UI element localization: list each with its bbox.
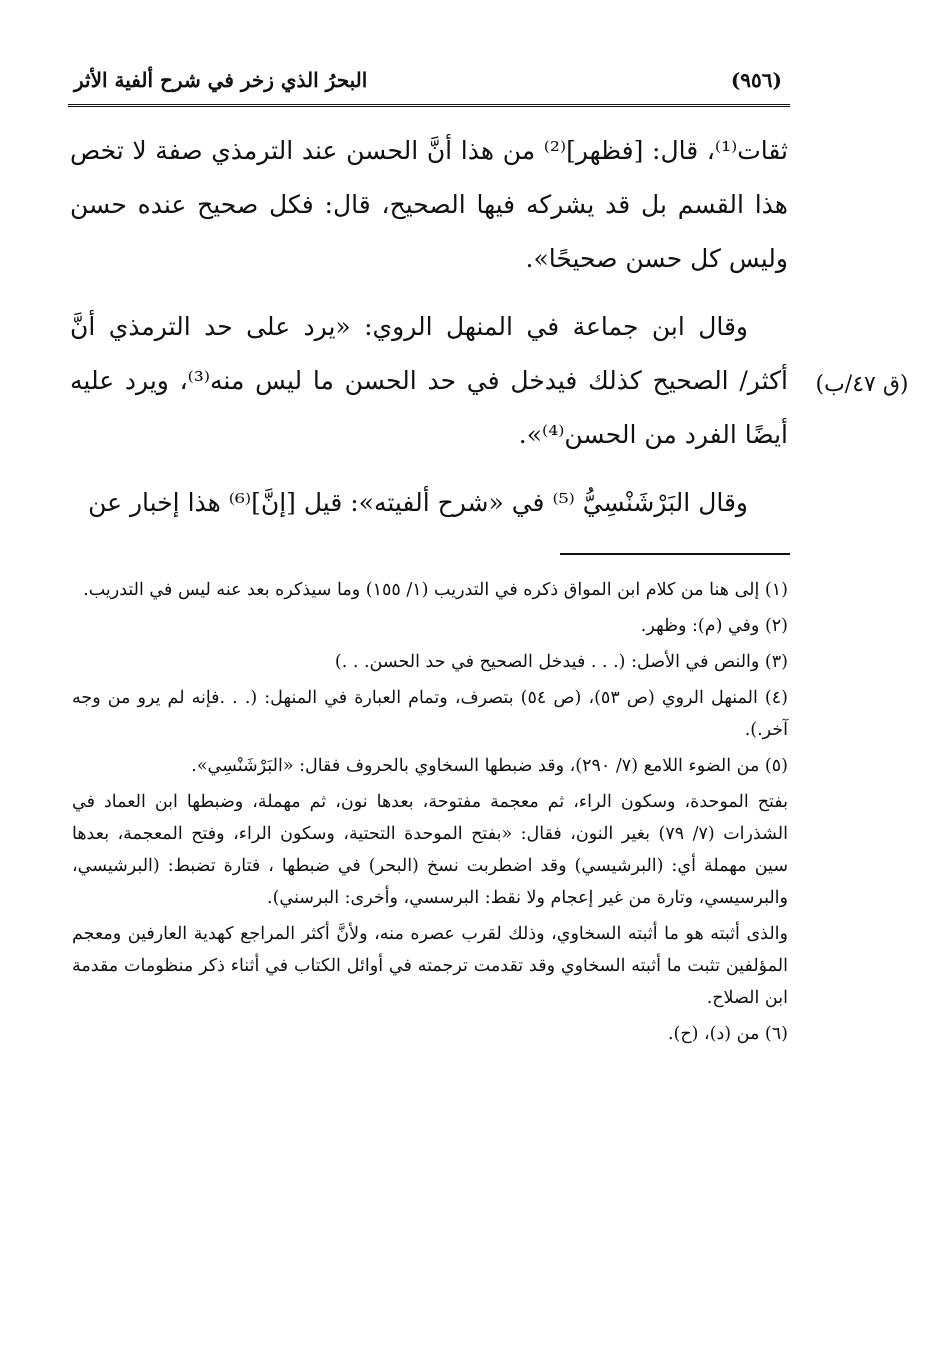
manuscript-folio-note: (ق ٤٧/ب) (815, 372, 909, 397)
header-divider (68, 104, 790, 107)
paragraph-2: وقال ابن جماعة في المنهل الروي: «يرد على حد الترمذي أنَّ أكثر/ الصحيح كذلك فيدخل في حد الحسن ما ليس منه⁽³⁾، ويرد عليه أيضًا الفرد من الحسن⁽⁴⁾». (70, 312, 788, 449)
running-title: البحرُ الذي زخر في شرح ألفية الأثر (74, 68, 368, 92)
footnotes (72, 574, 788, 1054)
footnote-3: (٣) والنص في الأصل: (. . . فيدخل الصحيح في حد الحسن. . .) (334, 652, 788, 672)
page-number: (٩٥٦) (730, 68, 782, 92)
footnote-divider (560, 553, 790, 555)
paragraph-1: ثقات⁽¹⁾، قال: [فظهر]⁽²⁾ من هذا أنَّ الحسن عند الترمذي صفة لا تخص هذا القسم بل قد يشركه فيها الصحيح، قال: فكل صحيح عنده حسن وليس كل حسن صحيحًا». (70, 136, 788, 273)
footnote-5-continuation: بفتح الموحدة، وسكون الراء، ثم معجمة مفتوحة، بعدها نون، ثم مهملة، وضبطها ابن العماد في الشذرات (٧/ ٧٩) بغير النون، فقال: «بفتح الموحدة التحتية، وسكون الراء، وفتح المعجمة، بعدها سين مهملة أي: (البرشيسي) وقد اضطربت نسخ (البحر) في ضبطها ، فتارة تضبط: (البرشيسي، والبرسيسي، وتارة من غير إعجام ولا نقط: البرسسي، وأخرى: البرسني). (72, 792, 788, 908)
main-text (70, 124, 788, 530)
footnote-4: (٤) المنهل الروي (ص ٥٣)، (ص ٥٤) بتصرف، وتمام العبارة في المنهل: (. . .فإنه لم يرو من وجه آخر.). (72, 688, 788, 740)
paragraph-3: وقال البَرْشَنْسِيُّ ⁽⁵⁾ في «شرح ألفيته»: قيل [إنَّ]⁽⁶⁾ هذا إخبار عن (88, 488, 748, 517)
footnote-1: (١) إلى هنا من كلام ابن المواق ذكره في التدريب (١/ ١٥٥) وما سيذكره بعد عنه ليس في التدريب. (83, 580, 788, 600)
footnote-2: (٢) وفي (م): وظهر. (640, 616, 788, 636)
footnote-6: (٦) من (د)، (ح). (667, 1024, 788, 1044)
page-header (68, 68, 788, 98)
footnote-5-note: والذى أثبته هو ما أثبته السخاوي، وذلك لقرب عصره منه، ولأنَّ أكثر المراجع كهدية العارفين ومعجم المؤلفين تثبت ما أثبته السخاوي وقد تقدمت ترجمته في أوائل الكتاب في أثناء ذكر منظومات مقدمة ابن الصلاح. (72, 924, 788, 1008)
footnote-5: (٥) من الضوء اللامع (٧/ ٢٩٠)، وقد ضبطها السخاوي بالحروف فقال: «البَرْشَنْسِي». (191, 756, 788, 776)
